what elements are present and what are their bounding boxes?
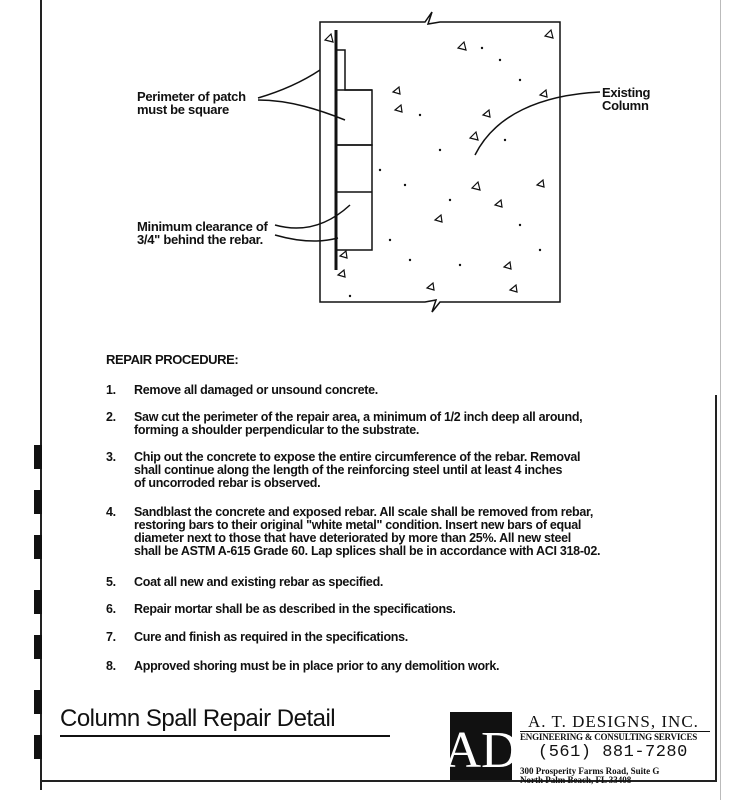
step-text: Coat all new and existing rebar as specified.	[134, 575, 384, 589]
step-number: 1.	[106, 383, 116, 397]
sheet-border-right	[715, 395, 717, 780]
title-underline	[60, 735, 390, 737]
binding-tab	[34, 445, 42, 469]
logo-letters: AD	[443, 722, 519, 779]
callout-clearance: Minimum clearance of 3/4" behind the rebar.	[137, 219, 268, 247]
drawing-title: Column Spall Repair Detail	[60, 705, 336, 732]
company-address-line2: North Palm Beach, FL 33408	[520, 775, 632, 785]
step-number: 7.	[106, 630, 116, 644]
step-text: Cure and finish as required in the specifications.	[134, 630, 408, 644]
binding-tab	[34, 535, 42, 559]
leader-column	[475, 92, 600, 155]
binding-tab	[34, 635, 42, 659]
callout-perimeter: Perimeter of patch must be square	[137, 89, 246, 117]
step-number: 8.	[106, 659, 116, 673]
step-number: 4.	[106, 505, 116, 519]
step-text: Chip out the concrete to expose the entire circumference of the rebar. Removal shall continue along the length of the reinforcing steel until at least 4 inches of uncorroded rebar is observed.	[134, 450, 581, 490]
procedure-heading: REPAIR PROCEDURE:	[106, 352, 239, 367]
company-phone: (561) 881-7280	[538, 743, 688, 762]
step-text: Remove all damaged or unsound concrete.	[134, 383, 378, 397]
leader-clearance-1	[275, 205, 350, 228]
leader-perimeter-1	[258, 70, 320, 98]
company-address-line1: 300 Prosperity Farms Road, Suite G	[520, 766, 660, 776]
step-text: Saw cut the perimeter of the repair area, a minimum of 1/2 inch deep all around, forming a shoulder perpendicular to the substrate.	[134, 410, 583, 437]
company-logo	[443, 712, 519, 780]
step-text: Repair mortar shall be as described in the specifications.	[134, 602, 456, 616]
step-text: Approved shoring must be in place prior to any demolition work.	[134, 659, 500, 673]
step-text: Sandblast the concrete and exposed rebar. All scale shall be removed from rebar, restoring bars to their original "white metal" condition. Insert new bars of equal diameter next to those that have deteriorated by more than 25%. All new steel shall be ASTM A-615 Grade 60. Lap splices shall be in accordance with ACI 318-02.	[134, 505, 601, 558]
leader-clearance-2	[275, 235, 338, 241]
column-outline	[320, 12, 560, 312]
aggregate-pattern	[325, 30, 553, 292]
callout-existing-column: Existing Column	[602, 85, 651, 113]
step-number: 5.	[106, 575, 116, 589]
binding-tab	[34, 735, 42, 759]
step-number: 3.	[106, 450, 116, 464]
aggregate-dots	[349, 47, 541, 297]
binding-tab	[34, 490, 42, 514]
binding-tab	[34, 590, 42, 614]
binding-tab	[34, 690, 42, 714]
patch-outline	[336, 50, 372, 145]
leader-perimeter-2	[258, 100, 345, 120]
step-number: 2.	[106, 410, 116, 424]
column-section-diagram	[0, 0, 742, 340]
step-number: 6.	[106, 602, 116, 616]
company-name: A. T. DESIGNS, INC.	[528, 712, 699, 731]
company-tagline: ENGINEERING & CONSULTING SERVICES	[520, 732, 698, 742]
